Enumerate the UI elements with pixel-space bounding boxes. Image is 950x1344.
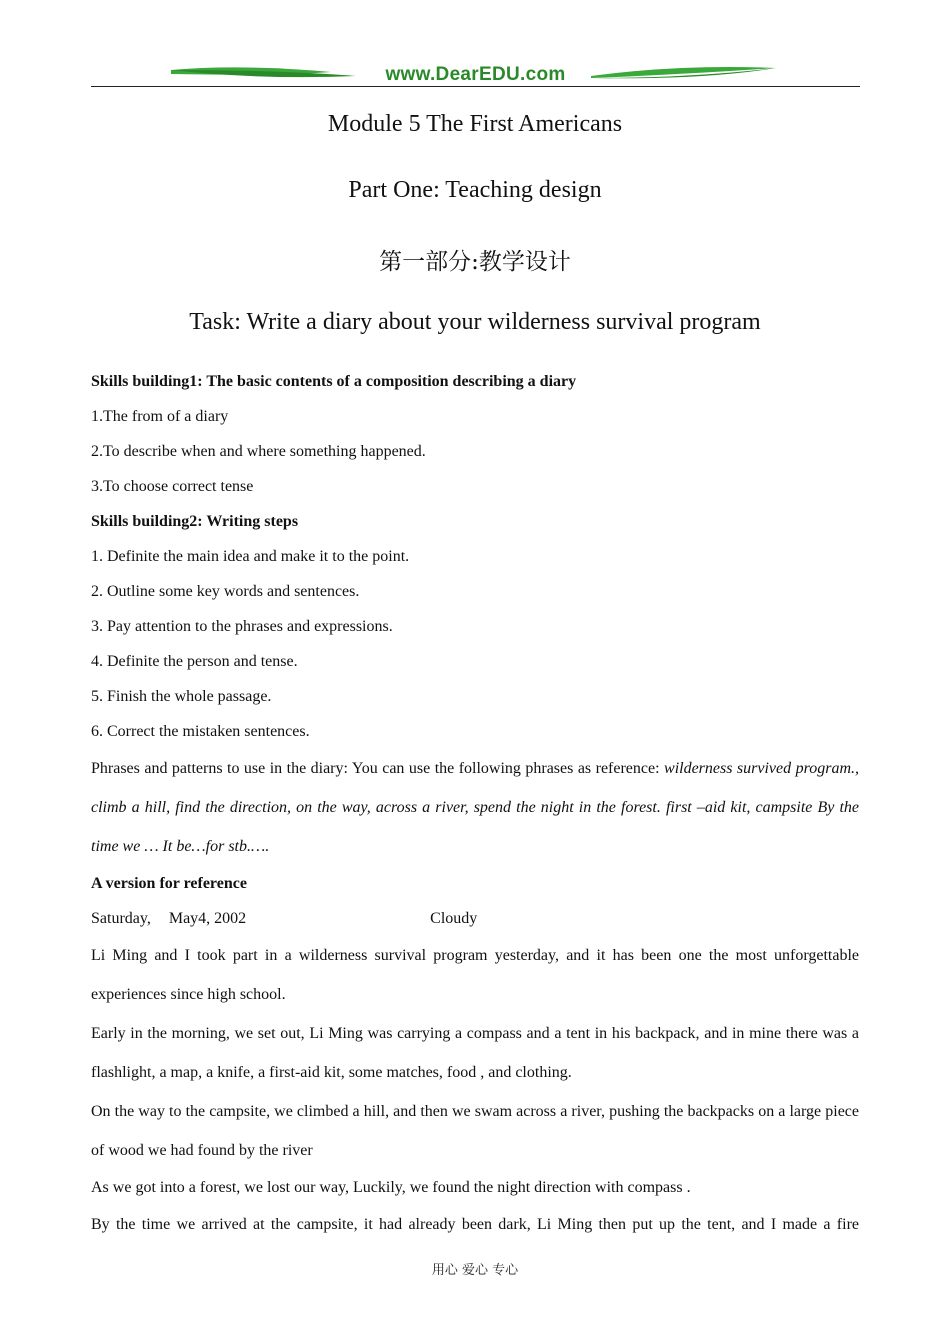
part-title: Part One: Teaching design xyxy=(348,177,602,203)
diary-paragraph: By the time we arrived at the campsite, it had already been dark, Li Ming then put up the tent, and I made a fire xyxy=(91,1216,859,1233)
phrases-list: wilderness survived program., climb a hill, find the direction, on the way, across a river, spend the night in the forest. first –aid kit, campsite By the time we … It be…for stb.…. xyxy=(91,760,860,855)
skills2-heading: Skills building2: Writing steps xyxy=(91,513,299,530)
header-divider xyxy=(91,86,860,87)
diary-paragraph: As we got into a forest, we lost our way, Luckily, we found the night direction with compass . xyxy=(91,1179,691,1196)
diary-day: Saturday, xyxy=(91,910,151,927)
phrases-paragraph xyxy=(91,749,859,866)
skills2-item: 3. Pay attention to the phrases and expressions. xyxy=(91,618,393,635)
task-title: Task: Write a diary about your wilderness survival program xyxy=(189,309,761,335)
diary-date: May4, 2002 xyxy=(168,910,247,927)
diary-paragraph: On the way to the campsite, we climbed a hill, and then we swam across a river, pushing the backpacks on a large piece of wood we had found by the river xyxy=(91,1103,859,1159)
diary-paragraph: Li Ming and I took part in a wilderness survival program yesterday, and it has been one the most unforgettable experiences since high school. xyxy=(91,947,859,1003)
diary-weather: Cloudy xyxy=(430,910,478,927)
header-site-logo[interactable]: www.DearEDU.com xyxy=(385,64,566,85)
phrases-lead: Phrases and patterns to use in the diary: You can use the following phrases as reference: xyxy=(91,760,665,777)
diary-paragraph: Early in the morning, we set out, Li Ming was carrying a compass and a tent in his backpack, and in mine there was a flashlight, a map, a knife, a first-aid kit, some matches, food , and clothing. xyxy=(91,1025,859,1081)
skills1-item: 3.To choose correct tense xyxy=(91,478,254,495)
skills2-item: 5. Finish the whole passage. xyxy=(91,688,272,705)
skills1-heading: Skills building1: The basic contents of a composition describing a diary xyxy=(91,373,577,390)
part-title-chinese: 第一部分:教学设计 xyxy=(379,249,571,275)
version-heading: A version for reference xyxy=(91,875,247,892)
skills2-item: 4. Definite the person and tense. xyxy=(91,653,298,670)
page-footer: 用心 爱心 专心 xyxy=(431,1263,519,1278)
skills2-item: 6. Correct the mistaken sentences. xyxy=(91,723,310,740)
page-header xyxy=(91,62,860,90)
module-title: Module 5 The First Americans xyxy=(327,111,623,137)
skills2-item: 2. Outline some key words and sentences. xyxy=(91,583,360,600)
skills1-item: 2.To describe when and where something happened. xyxy=(91,443,426,460)
diary-dateline xyxy=(91,901,859,936)
document-body xyxy=(91,364,859,1244)
skills2-item: 1. Definite the main idea and make it to the point. xyxy=(91,548,410,565)
skills1-item: 1.The from of a diary xyxy=(91,408,229,425)
